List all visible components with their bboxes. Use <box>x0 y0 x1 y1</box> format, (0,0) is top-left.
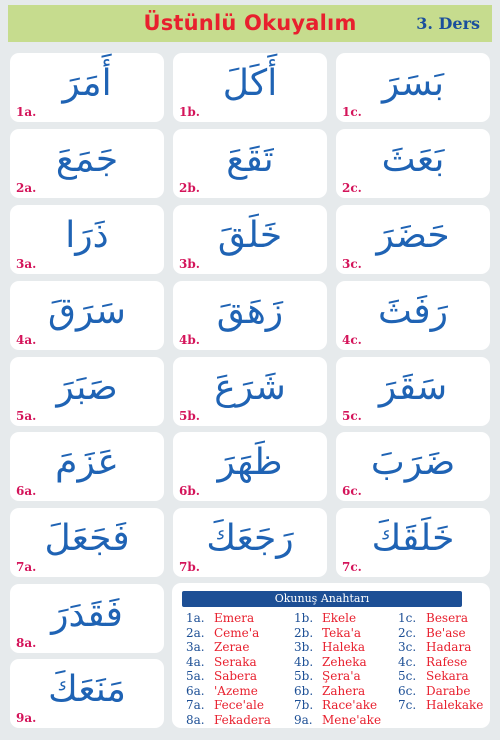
reading-key-column-3 <box>398 611 483 713</box>
card-label: 5a. <box>16 409 37 423</box>
card-label: 1c. <box>342 105 362 119</box>
key-word: Halekake <box>426 698 484 712</box>
word-card-2b <box>173 129 327 198</box>
key-id: 5b. <box>294 669 314 683</box>
arabic-word: رَفَثَ <box>378 291 448 332</box>
card-label: 3a. <box>16 257 37 271</box>
card-label: 4b. <box>179 333 200 347</box>
card-label: 7b. <box>179 560 200 574</box>
key-row <box>398 698 483 713</box>
key-id: 3a. <box>186 640 205 654</box>
word-card-1b <box>173 53 327 122</box>
word-card-4b <box>173 281 327 350</box>
card-label: 3b. <box>179 257 200 271</box>
key-id: 5a. <box>186 669 205 683</box>
word-card-2c <box>336 129 490 198</box>
key-row <box>186 698 271 713</box>
arabic-word: جَمَعَ <box>55 139 119 180</box>
arabic-word: بَسَرَ <box>382 63 444 104</box>
arabic-word: سَقَرَ <box>378 367 448 408</box>
arabic-word: بَعَثَ <box>381 139 445 180</box>
card-label: 1a. <box>16 105 37 119</box>
word-card-4a <box>10 281 164 350</box>
key-word: Rafese <box>426 654 468 669</box>
key-id: 2a. <box>186 625 205 640</box>
key-id: 6c. <box>398 683 417 698</box>
key-row <box>186 713 271 728</box>
page-title: Üstünlü Okuyalım <box>143 11 357 35</box>
key-row <box>186 626 271 641</box>
word-card-7b <box>173 508 327 577</box>
arabic-word: ضَرَبَ <box>370 442 456 483</box>
word-card-9a <box>10 659 164 728</box>
arabic-word: فَقَدَرَ <box>51 594 123 635</box>
arabic-word: حَضَرَ <box>376 215 450 256</box>
key-word: Ceme'a <box>214 625 260 640</box>
reading-key-column-2 <box>294 611 381 727</box>
arabic-word: مَنَعَكَ <box>48 669 126 710</box>
card-label: 6c. <box>342 484 362 498</box>
key-row <box>294 640 381 655</box>
arabic-word: عَزَمَ <box>55 442 119 483</box>
word-card-6c <box>336 432 490 501</box>
word-card-3b <box>173 205 327 274</box>
header-bar <box>8 5 492 42</box>
key-id: 2b. <box>294 625 314 640</box>
arabic-word: صَبَرَ <box>56 367 118 408</box>
card-label: 8a. <box>16 636 37 650</box>
word-card-1c <box>336 53 490 122</box>
key-row <box>398 655 483 670</box>
word-card-5b <box>173 357 327 426</box>
key-row <box>186 611 271 626</box>
key-word: Race'ake <box>322 698 378 712</box>
arabic-word: خَلَقَكَ <box>371 518 455 559</box>
card-label: 5b. <box>179 409 200 423</box>
word-card-6b <box>173 432 327 501</box>
arabic-word: ظَهَرَ <box>217 442 283 483</box>
key-id: 5c. <box>398 669 417 683</box>
card-label: 6b. <box>179 484 200 498</box>
card-label: 7c. <box>342 560 362 574</box>
card-label: 2b. <box>179 181 200 195</box>
arabic-word: ذَرَا <box>65 215 109 256</box>
key-word: Mene'ake <box>322 712 382 727</box>
word-card-7a <box>10 508 164 577</box>
key-word: Fekadera <box>214 712 271 727</box>
key-word: Zeheka <box>322 654 367 669</box>
arabic-word: زَهَقَ <box>216 291 284 332</box>
key-word: Sekara <box>426 669 469 683</box>
key-row <box>294 698 381 713</box>
key-row <box>186 640 271 655</box>
key-row <box>294 684 381 699</box>
key-id: 4a. <box>186 654 205 669</box>
key-id: 6b. <box>294 683 314 698</box>
key-row <box>294 655 381 670</box>
card-label: 3c. <box>342 257 362 271</box>
card-label: 1b. <box>179 105 200 119</box>
key-id: 6a. <box>186 683 205 698</box>
card-label: 6a. <box>16 484 37 498</box>
card-label: 7a. <box>16 560 37 574</box>
arabic-word: شَرَعَ <box>214 367 286 408</box>
reading-key-title: Okunuş Anahtarı <box>182 591 462 607</box>
word-card-8a <box>10 584 164 653</box>
word-card-7c <box>336 508 490 577</box>
card-label: 9a. <box>16 711 37 725</box>
arabic-word: سَرَقَ <box>48 291 126 332</box>
word-card-6a <box>10 432 164 501</box>
key-word: Ekele <box>322 611 357 625</box>
arabic-word: فَجَعَلَ <box>44 518 130 559</box>
key-id: 9a. <box>294 712 313 727</box>
key-id: 1b. <box>294 611 314 625</box>
key-row <box>294 669 381 684</box>
key-word: Hadara <box>426 640 472 654</box>
key-word: Sabera <box>214 669 258 683</box>
key-word: 'Azeme <box>214 683 258 698</box>
lesson-number: 3. Ders <box>416 14 480 33</box>
key-row <box>186 684 271 699</box>
card-label: 2a. <box>16 181 37 195</box>
key-row <box>186 669 271 684</box>
key-row <box>186 655 271 670</box>
key-word: Zerae <box>214 640 250 654</box>
word-card-3a <box>10 205 164 274</box>
key-id: 3b. <box>294 640 314 654</box>
word-card-2a <box>10 129 164 198</box>
arabic-word: أَكَلَ <box>222 63 278 104</box>
key-id: 1a. <box>186 611 205 625</box>
key-row <box>398 626 483 641</box>
key-word: Teka'a <box>322 625 362 640</box>
key-row <box>294 713 381 728</box>
arabic-word: رَجَعَكَ <box>206 518 294 559</box>
key-id: 4b. <box>294 654 314 669</box>
card-label: 2c. <box>342 181 362 195</box>
key-word: Be'ase <box>426 625 466 640</box>
key-word: Seraka <box>214 654 257 669</box>
card-label: 4c. <box>342 333 362 347</box>
key-id: 8a. <box>186 712 205 727</box>
key-word: Darabe <box>426 683 471 698</box>
reading-key-column-1 <box>186 611 271 727</box>
word-card-5a <box>10 357 164 426</box>
key-id: 7c. <box>398 698 417 712</box>
key-row <box>398 684 483 699</box>
arabic-word: خَلَقَ <box>217 215 283 256</box>
key-row <box>294 626 381 641</box>
arabic-word: تَقَعَ <box>226 139 274 180</box>
key-word: Zahera <box>322 683 366 698</box>
key-word: Emera <box>214 611 255 625</box>
card-label: 5c. <box>342 409 362 423</box>
key-id: 7a. <box>186 698 205 712</box>
word-card-1a <box>10 53 164 122</box>
key-id: 4c. <box>398 654 417 669</box>
key-row <box>398 611 483 626</box>
key-id: 7b. <box>294 698 314 712</box>
key-word: Fece'ale <box>214 698 264 712</box>
key-row <box>398 669 483 684</box>
key-id: 1c. <box>398 611 417 625</box>
key-id: 3c. <box>398 640 417 654</box>
key-row <box>294 611 381 626</box>
word-card-3c <box>336 205 490 274</box>
arabic-word: أَمَرَ <box>62 63 112 104</box>
key-word: Besera <box>426 611 469 625</box>
key-word: Haleka <box>322 640 365 654</box>
card-label: 4a. <box>16 333 37 347</box>
word-card-4c <box>336 281 490 350</box>
key-row <box>398 640 483 655</box>
key-id: 2c. <box>398 625 417 640</box>
word-card-5c <box>336 357 490 426</box>
key-word: Şera'a <box>322 669 361 683</box>
reading-key-panel <box>172 583 490 728</box>
